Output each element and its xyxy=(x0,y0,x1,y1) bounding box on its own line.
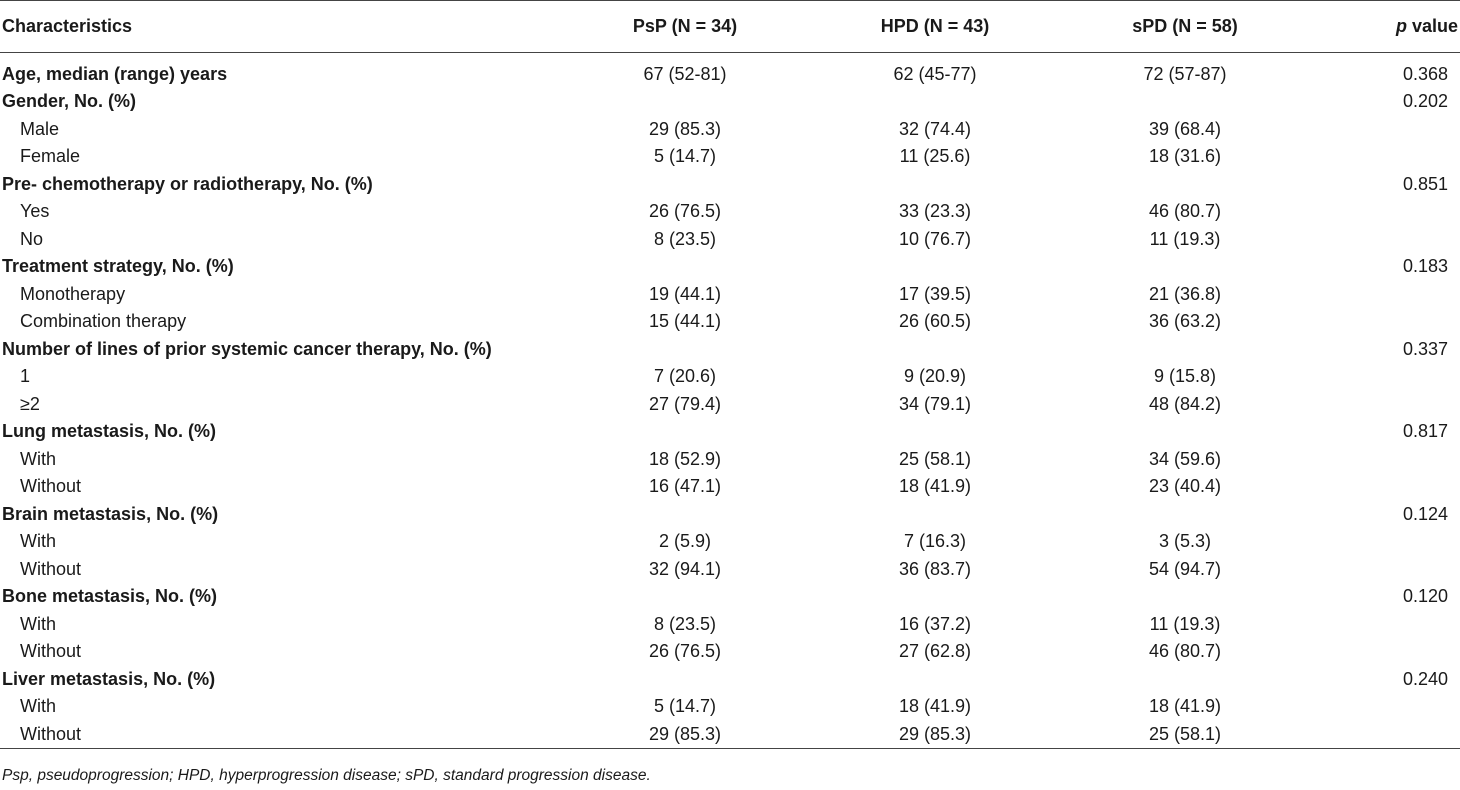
row-label: Monotherapy xyxy=(20,283,126,304)
cell-psp xyxy=(560,88,810,116)
cell-psp xyxy=(560,253,810,281)
cell-p-value: 0.368 xyxy=(1402,63,1448,84)
cell-psp: 19 (44.1) xyxy=(648,283,722,304)
cell-hpd: 9 (20.9) xyxy=(903,366,967,387)
header-row xyxy=(0,1,1460,53)
cell-p-value xyxy=(1310,638,1460,666)
table-row xyxy=(0,556,1460,584)
cell-psp: 16 (47.1) xyxy=(648,476,722,497)
cell-psp xyxy=(560,171,810,199)
cell-psp: 67 (52-81) xyxy=(643,63,727,84)
cell-hpd: 10 (76.7) xyxy=(898,228,972,249)
table-row-group xyxy=(0,88,1460,116)
spacer-row xyxy=(0,53,1460,61)
cell-spd xyxy=(1060,583,1310,611)
cell-hpd: 34 (79.1) xyxy=(898,393,972,414)
table-row xyxy=(0,446,1460,474)
row-label: Without xyxy=(20,558,82,579)
table-row-group xyxy=(0,666,1460,694)
header-p-letter: p xyxy=(1395,16,1407,36)
cell-psp: 5 (14.7) xyxy=(653,146,717,167)
cell-hpd xyxy=(810,88,1060,116)
row-label: Without xyxy=(0,721,560,749)
table-row xyxy=(0,391,1460,419)
cell-spd: 39 (68.4) xyxy=(1148,118,1222,139)
cell-spd: 36 (63.2) xyxy=(1148,311,1222,332)
cell-psp: 5 (14.7) xyxy=(653,696,717,717)
cell-p-value: 0.202 xyxy=(1402,91,1448,112)
cell-p-value: 0.124 xyxy=(1402,503,1448,524)
cell-hpd: 62 (45-77) xyxy=(893,63,977,84)
row-label: Yes xyxy=(20,201,50,222)
cell-p-value: 0.337 xyxy=(1402,338,1448,359)
cell-spd: 23 (40.4) xyxy=(1148,476,1222,497)
cell-p-value xyxy=(1310,446,1460,474)
cell-p-value xyxy=(1310,198,1460,226)
table-row xyxy=(0,528,1460,556)
cell-p-value xyxy=(1310,693,1460,721)
cell-p-value xyxy=(1310,281,1460,309)
table-row-group xyxy=(0,61,1460,89)
cell-psp xyxy=(560,418,810,446)
table-row-group xyxy=(0,253,1460,281)
cell-hpd xyxy=(810,666,1060,694)
cell-psp: 8 (23.5) xyxy=(653,228,717,249)
row-label: Without xyxy=(20,476,82,497)
cell-spd: 18 (41.9) xyxy=(1148,696,1222,717)
table-row xyxy=(0,281,1460,309)
cell-p-value xyxy=(1310,391,1460,419)
cell-spd: 3 (5.3) xyxy=(1158,531,1212,552)
row-label: Liver metastasis, No. (%) xyxy=(2,668,216,689)
table-footnote: Psp, pseudoprogression; HPD, hyperprogression disease; sPD, standard progression disease. xyxy=(2,767,651,784)
header-characteristics: Characteristics xyxy=(0,1,560,53)
cell-spd xyxy=(1060,666,1310,694)
row-label: ≥2 xyxy=(20,393,40,414)
cell-psp: 8 (23.5) xyxy=(653,613,717,634)
row-label: Treatment strategy, No. (%) xyxy=(2,256,234,277)
cell-spd: 72 (57-87) xyxy=(1143,63,1227,84)
table-header xyxy=(0,1,1460,53)
cell-psp: 32 (94.1) xyxy=(648,558,722,579)
cell-hpd: 7 (16.3) xyxy=(903,531,967,552)
cell-spd: 18 (31.6) xyxy=(1148,146,1222,167)
row-label: Pre- chemotherapy or radiotherapy, No. (%) xyxy=(2,173,373,194)
cell-spd: 11 (19.3) xyxy=(1149,613,1221,634)
cell-psp: 7 (20.6) xyxy=(653,366,717,387)
cell-spd xyxy=(1060,418,1310,446)
cell-hpd: 25 (58.1) xyxy=(898,448,972,469)
table-row-group xyxy=(0,171,1460,199)
cell-p-value: 0.240 xyxy=(1402,668,1448,689)
row-label: Gender, No. (%) xyxy=(2,91,137,112)
row-label: Female xyxy=(20,146,81,167)
row-label: Lung metastasis, No. (%) xyxy=(2,421,217,442)
cell-psp: 15 (44.1) xyxy=(648,311,722,332)
table-row xyxy=(0,116,1460,144)
cell-psp: 29 (85.3) xyxy=(560,721,810,749)
cell-hpd: 18 (41.9) xyxy=(898,476,972,497)
cell-hpd xyxy=(810,418,1060,446)
cell-p-value: 0.183 xyxy=(1402,256,1448,277)
table-row xyxy=(0,638,1460,666)
cell-spd: 25 (58.1) xyxy=(1060,721,1310,749)
cell-psp: 26 (76.5) xyxy=(648,641,722,662)
header-p-rest: value xyxy=(1406,16,1458,36)
cell-spd: 48 (84.2) xyxy=(1148,393,1222,414)
row-label: 1 xyxy=(20,366,31,387)
cell-p-value xyxy=(1310,721,1460,749)
row-label: Age, median (range) years xyxy=(2,63,228,84)
table-row xyxy=(0,363,1460,391)
cell-hpd: 11 (25.6) xyxy=(899,146,971,167)
table-row xyxy=(0,721,1460,749)
table-row-group xyxy=(0,418,1460,446)
cell-p-value xyxy=(1310,473,1460,501)
header-hpd: HPD (N = 43) xyxy=(810,1,1060,53)
cell-hpd xyxy=(810,253,1060,281)
cell-spd: 34 (59.6) xyxy=(1148,448,1222,469)
cell-p-value: 0.851 xyxy=(1402,173,1448,194)
cell-hpd: 16 (37.2) xyxy=(898,613,972,634)
row-label: Without xyxy=(20,641,82,662)
header-p-value xyxy=(1310,1,1460,53)
cell-spd: 46 (80.7) xyxy=(1148,201,1222,222)
row-label: Male xyxy=(20,118,60,139)
cell-spd: 46 (80.7) xyxy=(1148,641,1222,662)
cell-hpd xyxy=(810,171,1060,199)
row-label: Bone metastasis, No. (%) xyxy=(2,586,218,607)
table-row-group xyxy=(0,501,1460,529)
cell-p-value xyxy=(1310,363,1460,391)
cell-psp: 29 (85.3) xyxy=(648,118,722,139)
table-row xyxy=(0,473,1460,501)
table-row xyxy=(0,693,1460,721)
cell-hpd: 17 (39.5) xyxy=(898,283,972,304)
cell-hpd: 26 (60.5) xyxy=(898,311,972,332)
cell-hpd: 27 (62.8) xyxy=(898,641,972,662)
table-row xyxy=(0,226,1460,254)
cell-p-value xyxy=(1310,143,1460,171)
cell-spd: 11 (19.3) xyxy=(1149,228,1221,249)
cell-psp: 26 (76.5) xyxy=(648,201,722,222)
cell-psp: 18 (52.9) xyxy=(648,448,722,469)
row-label: With xyxy=(20,613,56,634)
cell-psp: 27 (79.4) xyxy=(648,393,722,414)
table-row xyxy=(0,198,1460,226)
cell-p-value xyxy=(1310,116,1460,144)
cell-p-value: 0.120 xyxy=(1402,586,1448,607)
cell-p-value xyxy=(1310,226,1460,254)
cell-p-value xyxy=(1310,528,1460,556)
cell-hpd xyxy=(810,501,1060,529)
cell-spd xyxy=(1060,88,1310,116)
table-row-group xyxy=(0,583,1460,611)
cell-hpd: 29 (85.3) xyxy=(810,721,1060,749)
cell-p-value: 0.817 xyxy=(1402,421,1448,442)
table-body xyxy=(0,53,1460,749)
cell-hpd xyxy=(810,583,1060,611)
row-label: With xyxy=(20,696,56,717)
cell-hpd: 18 (41.9) xyxy=(898,696,972,717)
row-label: Combination therapy xyxy=(20,311,187,332)
cell-p-value xyxy=(1310,556,1460,584)
cell-spd: 21 (36.8) xyxy=(1148,283,1222,304)
row-label: With xyxy=(20,531,56,552)
cell-p-value xyxy=(1310,611,1460,639)
table-row xyxy=(0,611,1460,639)
cell-hpd xyxy=(810,336,1060,364)
cell-psp: 2 (5.9) xyxy=(658,531,712,552)
row-label: Number of lines of prior systemic cancer therapy, No. (%) xyxy=(2,338,492,359)
cell-spd xyxy=(1060,253,1310,281)
header-spd: sPD (N = 58) xyxy=(1060,1,1310,53)
cell-psp xyxy=(560,501,810,529)
cell-spd: 9 (15.8) xyxy=(1153,366,1217,387)
table-row xyxy=(0,308,1460,336)
table-row xyxy=(0,143,1460,171)
cell-psp xyxy=(560,666,810,694)
cell-hpd: 36 (83.7) xyxy=(898,558,972,579)
cell-hpd: 32 (74.4) xyxy=(898,118,972,139)
cell-p-value xyxy=(1310,308,1460,336)
cell-psp xyxy=(560,336,810,364)
cell-psp xyxy=(560,583,810,611)
table-row-group xyxy=(0,336,1460,364)
row-label: Brain metastasis, No. (%) xyxy=(2,503,219,524)
header-psp: PsP (N = 34) xyxy=(560,1,810,53)
cell-spd: 54 (94.7) xyxy=(1148,558,1222,579)
cell-spd xyxy=(1060,171,1310,199)
cell-spd xyxy=(1060,501,1310,529)
cell-spd xyxy=(1060,336,1310,364)
row-label: No xyxy=(20,228,44,249)
cell-hpd: 33 (23.3) xyxy=(898,201,972,222)
row-label: With xyxy=(20,448,56,469)
